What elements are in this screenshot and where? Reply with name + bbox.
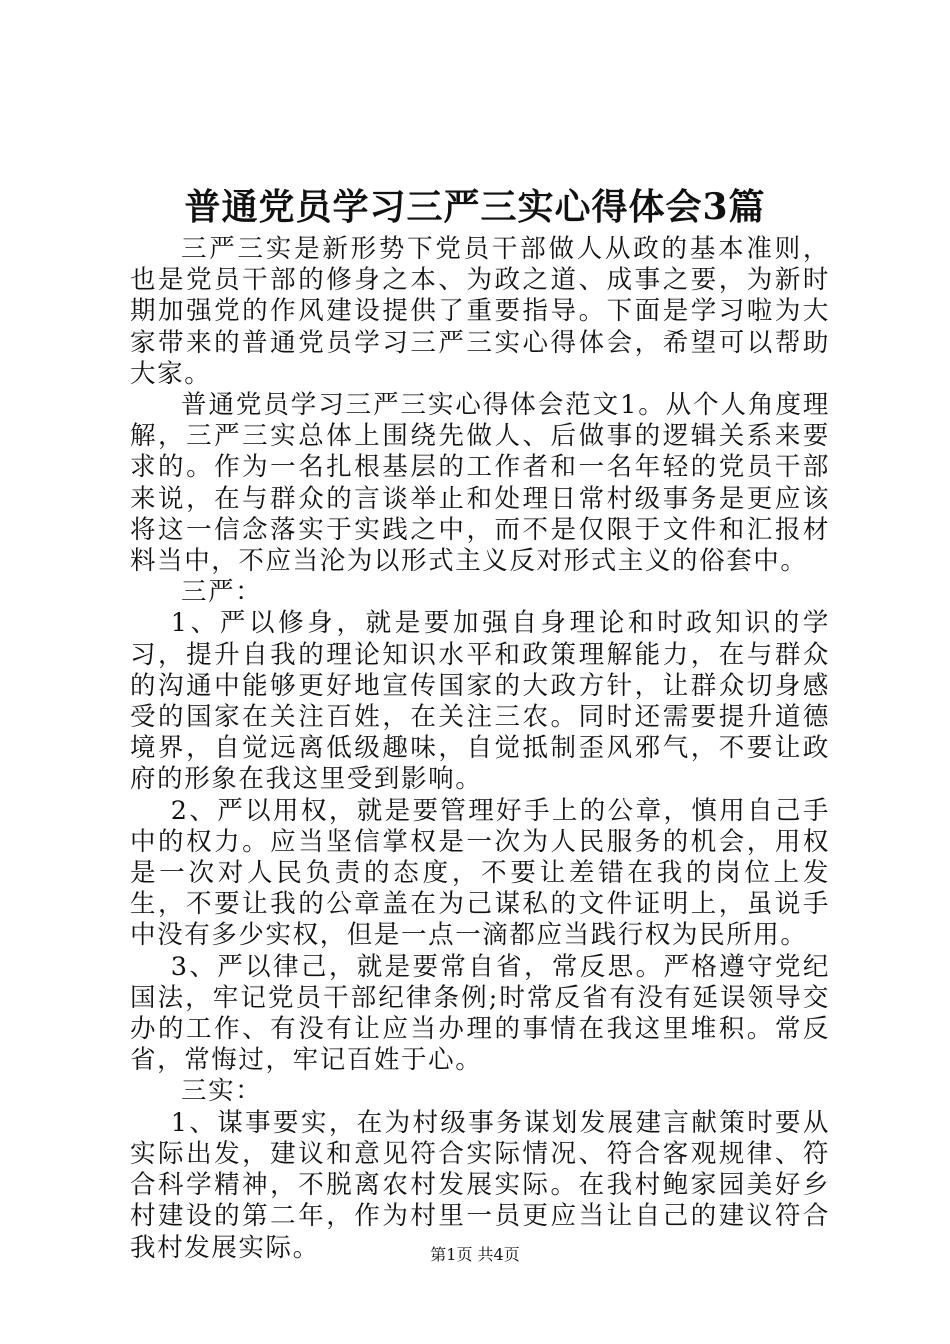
paragraph-strict-2: 2、严以用权，就是要管理好手上的公章，慎用自己手中的权力。应当坚信掌权是一次为人民服务的机会，用权是一次对人民负责的态度，不要让差错在我的岗位上发生，不要让我的公章盖在为己谋私的文件证明上，虽说手中没有多少实权，但是一点一滴都应当践行权为民所用。	[130, 795, 830, 951]
section-heading-three-solid: 三实：	[181, 1076, 263, 1107]
paragraph-strict-3: 3、严以律己，就是要常自省，常反思。严格遵守党纪国法，牢记党员干部纪律条例;时常反省有没有延误领导交办的工作、有没有让应当办理的事情在我这里堆积。常反省，常悔过，牢记百姓于心。	[130, 951, 830, 1076]
paragraph-sample-1: 普通党员学习三严三实心得体会范文1。从个人角度理解，三严三实总体上围绕先做人、后做事的逻辑关系来要求的。作为一名扎根基层的工作者和一名年轻的党员干部来说，在与群众的言谈举止和处理日常村级事务是更应该将这一信念落实于实践之中，而不是仅限于文件和汇报材料当中，不应当沦为以形式主义反对形式主义的俗套中。	[130, 390, 830, 577]
paragraph-strict-1: 1、严以修身，就是要加强自身理论和时政知识的学习，提升自我的理论知识水平和政策理解能力，在与群众的沟通中能够更好地宣传国家的大政方针，让群众切身感受的国家在关注百姓，在关注三农。同时还需要提升道德境界，自觉远离低级趣味，自觉抵制歪风邪气，不要让政府的形象在我这里受到影响。	[130, 608, 830, 795]
document-body	[130, 234, 830, 1264]
page-footer: 第1页 共4页	[430, 1245, 520, 1264]
section-heading-three-strict: 三严：	[181, 577, 263, 608]
paragraph-intro: 三严三实是新形势下党员干部做人从政的基本准则，也是党员干部的修身之本、为政之道、成事之要，为新时期加强党的作风建设提供了重要指导。下面是学习啦为大家带来的普通党员学习三严三实心得体会，希望可以帮助大家。	[130, 234, 830, 389]
paragraph-solid-1: 1、谋事要实，在为村级事务谋划发展建言献策时要从实际出发，建议和意见符合实际情况、符合客观规律、符合科学精神，不脱离农村发展实际。在我村鲍家园美好乡村建设的第二年，作为村里一员更应当让自己的建议符合我村发展实际。	[130, 1107, 830, 1263]
document-title: 普通党员学习三严三实心得体会3篇	[184, 186, 766, 228]
